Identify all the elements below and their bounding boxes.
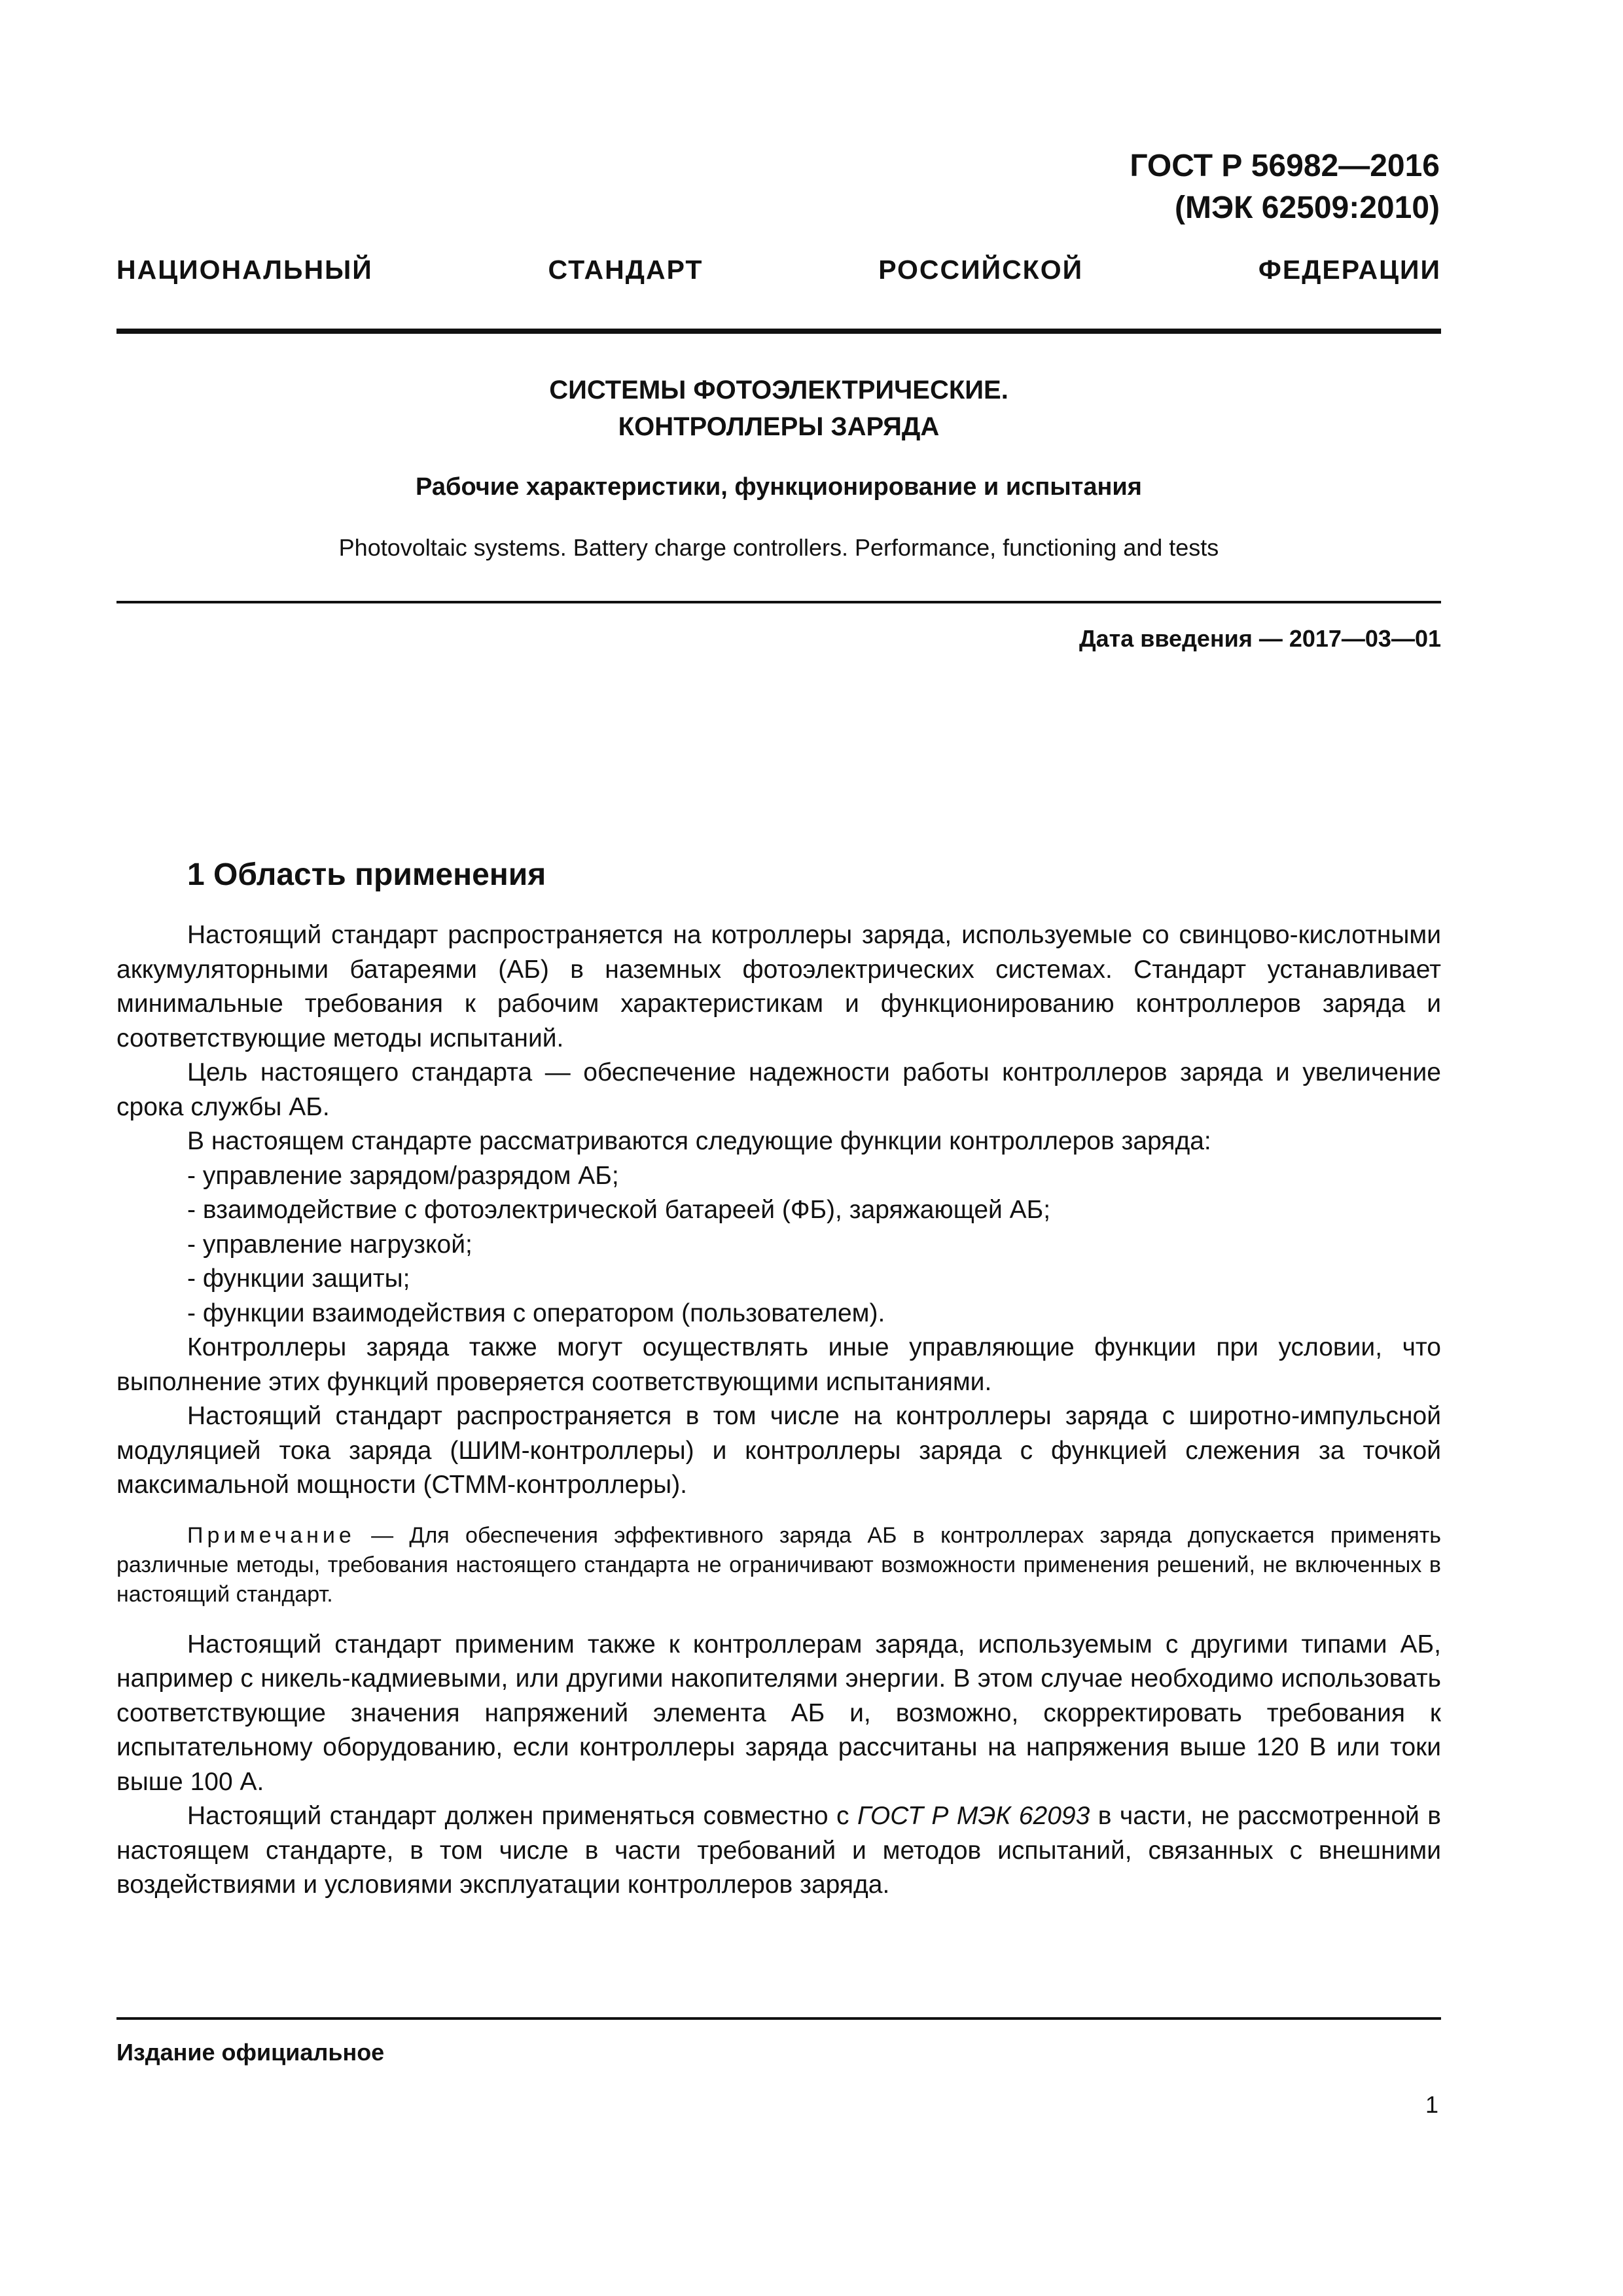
document-title-line-1: СИСТЕМЫ ФОТОЭЛЕКТРИЧЕСКИЕ.: [549, 376, 1008, 404]
standard-number-gost: ГОСТ Р 56982—2016: [1130, 149, 1440, 183]
national-standard-title: НАЦИОНАЛЬНЫЙ СТАНДАРТ РОССИЙСКОЙ ФЕДЕРАЦИИ: [116, 255, 1441, 285]
list-item: - функции взаимодействия с оператором (пользователем).: [116, 1297, 1441, 1331]
list-item: - управление зарядом/разрядом АБ;: [116, 1159, 1441, 1194]
paragraph: Настоящий стандарт применим также к контроллерам заряда, используемым с другими типами АБ, например с никель-кадмиевыми, или другими накопителями энергии. В этом случае необходимо использовать соответствующие значения напряжений элемента АБ и, возможно, скорректировать требования к испытательному оборудованию, если контроллеры заряда рассчитаны на напряжения выше 120 В или токи выше 100 А.: [116, 1630, 1441, 1796]
paragraph: [116, 1799, 1441, 1903]
header-rule: [116, 329, 1441, 334]
paragraph: Цель настоящего стандарта — обеспечение надежности работы контроллеров заряда и увеличение срока службы АБ.: [116, 1058, 1441, 1121]
paragraph: Контроллеры заряда также могут осуществлять иные управляющие функции при условии, что выполнение этих функций проверяется соответствующими испытаниями.: [116, 1333, 1441, 1396]
list-item: - управление нагрузкой;: [116, 1228, 1441, 1263]
note: [116, 1521, 1441, 1609]
document-title: [116, 372, 1441, 445]
footer-rule: [116, 2017, 1441, 2020]
english-title: Photovoltaic systems. Battery charge controllers. Performance, functioning and tests: [338, 534, 1219, 561]
document-title-line-2: КОНТРОЛЛЕРЫ ЗАРЯДА: [618, 412, 940, 441]
section-body: [116, 918, 1441, 1903]
introduction-date: Дата введения — 2017—03—01: [1079, 625, 1441, 652]
edition-label: Издание официальное: [116, 2039, 385, 2066]
standard-reference: ГОСТ Р МЭК 62093: [857, 1802, 1090, 1830]
title-rule: [116, 601, 1441, 603]
standard-number: [1130, 145, 1440, 229]
document-subtitle: Рабочие характеристики, функционирование и испытания: [416, 473, 1142, 501]
paragraph-text: в части, не рассмотренной в настоящем стандарте, в том числе в части требований и методов испытаний, связанных с внешними воздействиями и условиями эксплуатации контроллеров заряда.: [116, 1802, 1441, 1899]
functions-list: [116, 1159, 1441, 1331]
page-number: 1: [1425, 2091, 1438, 2118]
list-item: - взаимодействие с фотоэлектрической батареей (ФБ), заряжающей АБ;: [116, 1193, 1441, 1228]
paragraph: В настоящем стандарте рассматриваются следующие функции контроллеров заряда:: [187, 1127, 1211, 1155]
list-item: - функции защиты;: [116, 1262, 1441, 1297]
note-label: Примечание: [187, 1522, 355, 1548]
paragraph-text: Настоящий стандарт должен применяться совместно с: [187, 1802, 857, 1830]
section-heading: 1 Область применения: [187, 857, 546, 892]
paragraph: Настоящий стандарт распространяется на котроллеры заряда, используемые со свинцово-кислотными аккумуляторными батареями (АБ) в наземных фотоэлектрических системах. Стандарт устанавливает минимальные требования к рабочим характеристикам и функционированию контроллеров заряда и соответствующие методы испытаний.: [116, 921, 1441, 1052]
paragraph: Настоящий стандарт распространяется в том числе на контроллеры заряда с широтно-импульсной модуляцией тока заряда (ШИМ-контроллеры) и контроллеры заряда с функцией слежения за точкой максимальной мощности (СТММ-контроллеры).: [116, 1402, 1441, 1499]
note-text: — Для обеспечения эффективного заряда АБ в контроллерах заряда допускается применять различные методы, требования настоящего стандарта не ограничивают возможности применения решений, не включенных в настоящий стандарт.: [116, 1522, 1441, 1607]
standard-number-iec: (МЭК 62509:2010): [1175, 190, 1440, 225]
